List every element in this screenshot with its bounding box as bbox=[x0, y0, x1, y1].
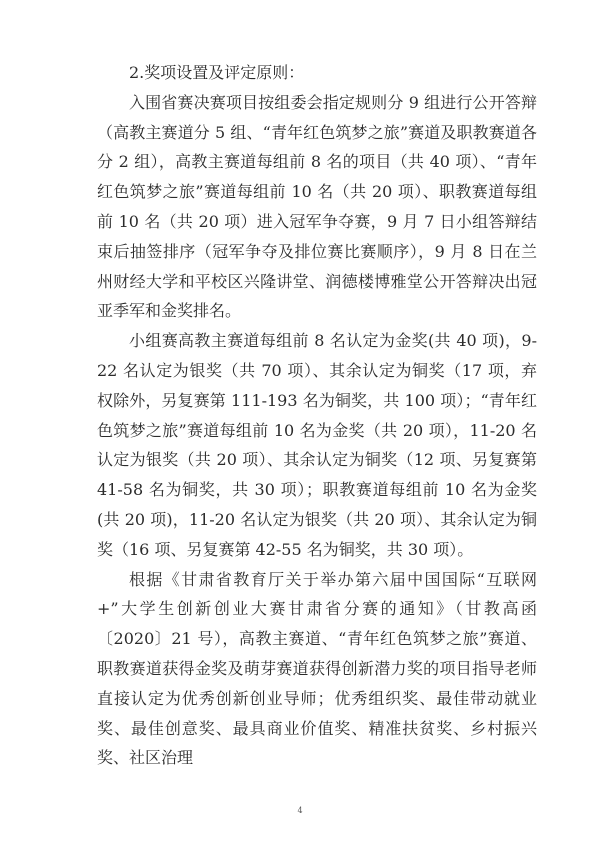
section-heading: 2.奖项设置及评定原则： bbox=[129, 63, 305, 82]
document-body bbox=[97, 58, 537, 773]
paragraph-award-criteria: 小组赛高教主赛道每组前 8 名认定为金奖(共 40 项)，9-22 名认定为银奖（共 70 项）、其余认定为铜奖（17 项，弃权除外，另复赛第 111-193 名为铜奖，共 100 项）；“青年红色筑梦之旅”赛道每组前 10 名为金奖（共 20 项），11-20 名认定为银奖（共 20 项）、其余认定为铜奖（12 项、另复赛第 41-58 名为铜奖，共 30 项）；职教赛道每组前 10 名为金奖(共 20 项)，11-20 名认定为银奖（共 20 项）、其余认定为铜奖（16 项、另复赛第 42-55 名为铜奖，共 30 项）。 bbox=[97, 331, 537, 559]
paragraph-finals-format: 入围省赛决赛项目按组委会指定规则分 9 组进行公开答辩（高教主赛道分 5 组、“青年红色筑梦之旅”赛道及职教赛道各分 2 组），高教主赛道每组前 8 名的项目（共 40 项）、“青年红色筑梦之旅”赛道每组前 10 名（共 20 项）、职教赛道每组前 10 名（共 20 项）进入冠军争夺赛，9 月 7 日小组答辩结束后抽签排序（冠军争夺及排位赛比赛顺序），9 月 8 日在兰州财经大学和平校区兴隆讲堂、润德楼博雅堂公开答辩决出冠亚季军和金奖排名。 bbox=[97, 92, 537, 321]
paragraph-mentor-awards: 根据《甘肃省教育厅关于举办第六届中国国际“互联网+”大学生创新创业大赛甘肃省分赛的通知》（甘教高函〔2020〕21 号），高教主赛道、“青年红色筑梦之旅”赛道、职教赛道获得金奖及萌芽赛道获得创新潜力奖的项目指导老师直接认定为优秀创新创业导师；优秀组织奖、最佳带动就业奖、最佳创意奖、最具商业价值奖、精准扶贫奖、乡村振兴奖、社区治理 bbox=[97, 569, 537, 768]
page-number: 4 bbox=[297, 806, 303, 815]
